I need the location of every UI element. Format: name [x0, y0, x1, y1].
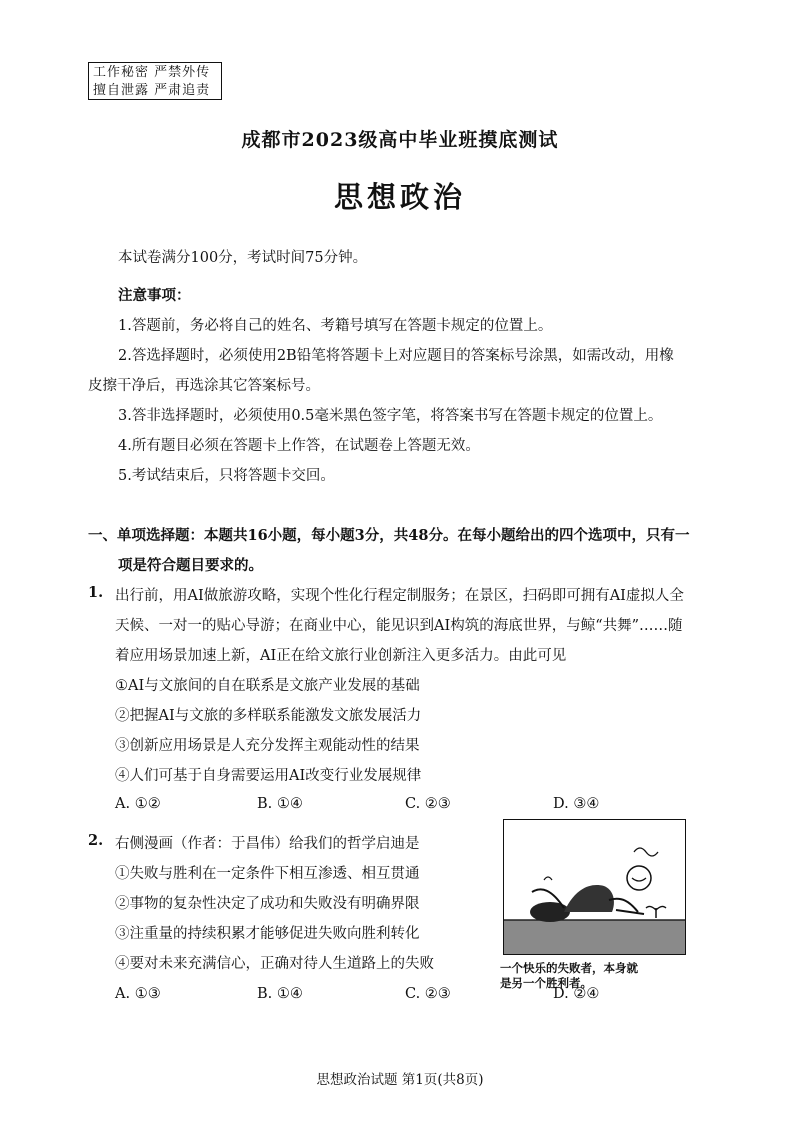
- option-a: A. ①②: [115, 796, 161, 812]
- option-d: D. ③④: [553, 796, 600, 812]
- notes-heading: 注意事项：: [118, 287, 191, 304]
- caption-line-1: 一个快乐的失败者，本身就: [500, 961, 638, 975]
- statement: ④人们可基于自身需要运用AI改变行业发展规律: [115, 768, 422, 784]
- statement: ②事物的复杂性决定了成功和失败没有明确界限: [115, 896, 420, 912]
- statement: ③注重量的持续积累才能够促进失败向胜利转化: [115, 926, 420, 942]
- option-b: B. ①④: [257, 986, 303, 1002]
- statement: ①AI与文旅间的自在联系是文旅产业发展的基础: [115, 678, 420, 694]
- question-stem: 右侧漫画（作者：于昌伟）给我们的哲学启迪是: [115, 836, 420, 852]
- statement: ②把握AI与文旅的多样联系能激发文旅发展活力: [115, 708, 422, 724]
- exam-title: 成都市2023级高中毕业班摸底测试: [241, 129, 559, 151]
- note-item: 3.答非选择题时，必须使用0.5毫米黑色签字笔，将答案书写在答题卡规定的位置上。: [118, 408, 663, 424]
- confidential-stamp: [88, 62, 222, 100]
- intro-text: 本试卷满分100分，考试时间75分钟。: [118, 250, 368, 266]
- stamp-line-1: 工作秘密 严禁外传: [93, 65, 211, 80]
- note-item: 5.考试结束后，只将答题卡交回。: [118, 468, 335, 484]
- note-item: 2.答选择题时，必须使用2B铅笔将答题卡上对应题目的答案标号涂黑，如需改动，用橡: [118, 348, 674, 364]
- page-footer: 思想政治试题 第1页(共8页): [316, 1072, 484, 1088]
- statement: ①失败与胜利在一定条件下相互渗透、相互贯通: [115, 866, 420, 882]
- cartoon-image: [503, 819, 686, 955]
- option-d: D. ②④: [553, 986, 600, 1002]
- option-a: A. ①③: [115, 986, 161, 1002]
- option-c: C. ②③: [405, 986, 451, 1002]
- caption-line-2: 是另一个胜利者。: [500, 976, 592, 990]
- note-item: 1.答题前，务必将自己的姓名、考籍号填写在答题卡规定的位置上。: [118, 318, 553, 334]
- section-heading-cont: 项是符合题目要求的。: [118, 557, 263, 574]
- question-number: 1.: [88, 584, 104, 601]
- statement: ④要对未来充满信心，正确对待人生道路上的失败: [115, 956, 434, 972]
- note-item: 4.所有题目必须在答题卡上作答，在试题卷上答题无效。: [118, 438, 480, 454]
- statement: ③创新应用场景是人充分发挥主观能动性的结果: [115, 738, 420, 754]
- question-stem: 出行前，用AI做旅游攻略，实现个性化行程定制服务；在景区，扫码即可拥有AI虚拟人全: [115, 588, 684, 604]
- question-stem: 着应用场景加速上新，AI正在给文旅行业创新注入更多活力。由此可见: [115, 648, 567, 664]
- subject-title: 思想政治: [333, 180, 466, 214]
- note-item: 皮擦干净后，再选涂其它答案标号。: [88, 378, 320, 394]
- cartoon-drawing: [504, 820, 686, 955]
- section-heading: 一、单项选择题：本题共16小题，每小题3分，共48分。在每小题给出的四个选项中，只有一: [88, 527, 690, 544]
- option-c: C. ②③: [405, 796, 451, 812]
- question-number: 2.: [88, 832, 104, 849]
- question-stem: 天候、一对一的贴心导游；在商业中心，能见识到AI构筑的海底世界，与鲸“共舞”……随: [115, 618, 683, 634]
- cartoon-caption: [500, 961, 638, 991]
- option-b: B. ①④: [257, 796, 303, 812]
- stamp-line-2: 擅自泄露 严肃追责: [93, 83, 211, 98]
